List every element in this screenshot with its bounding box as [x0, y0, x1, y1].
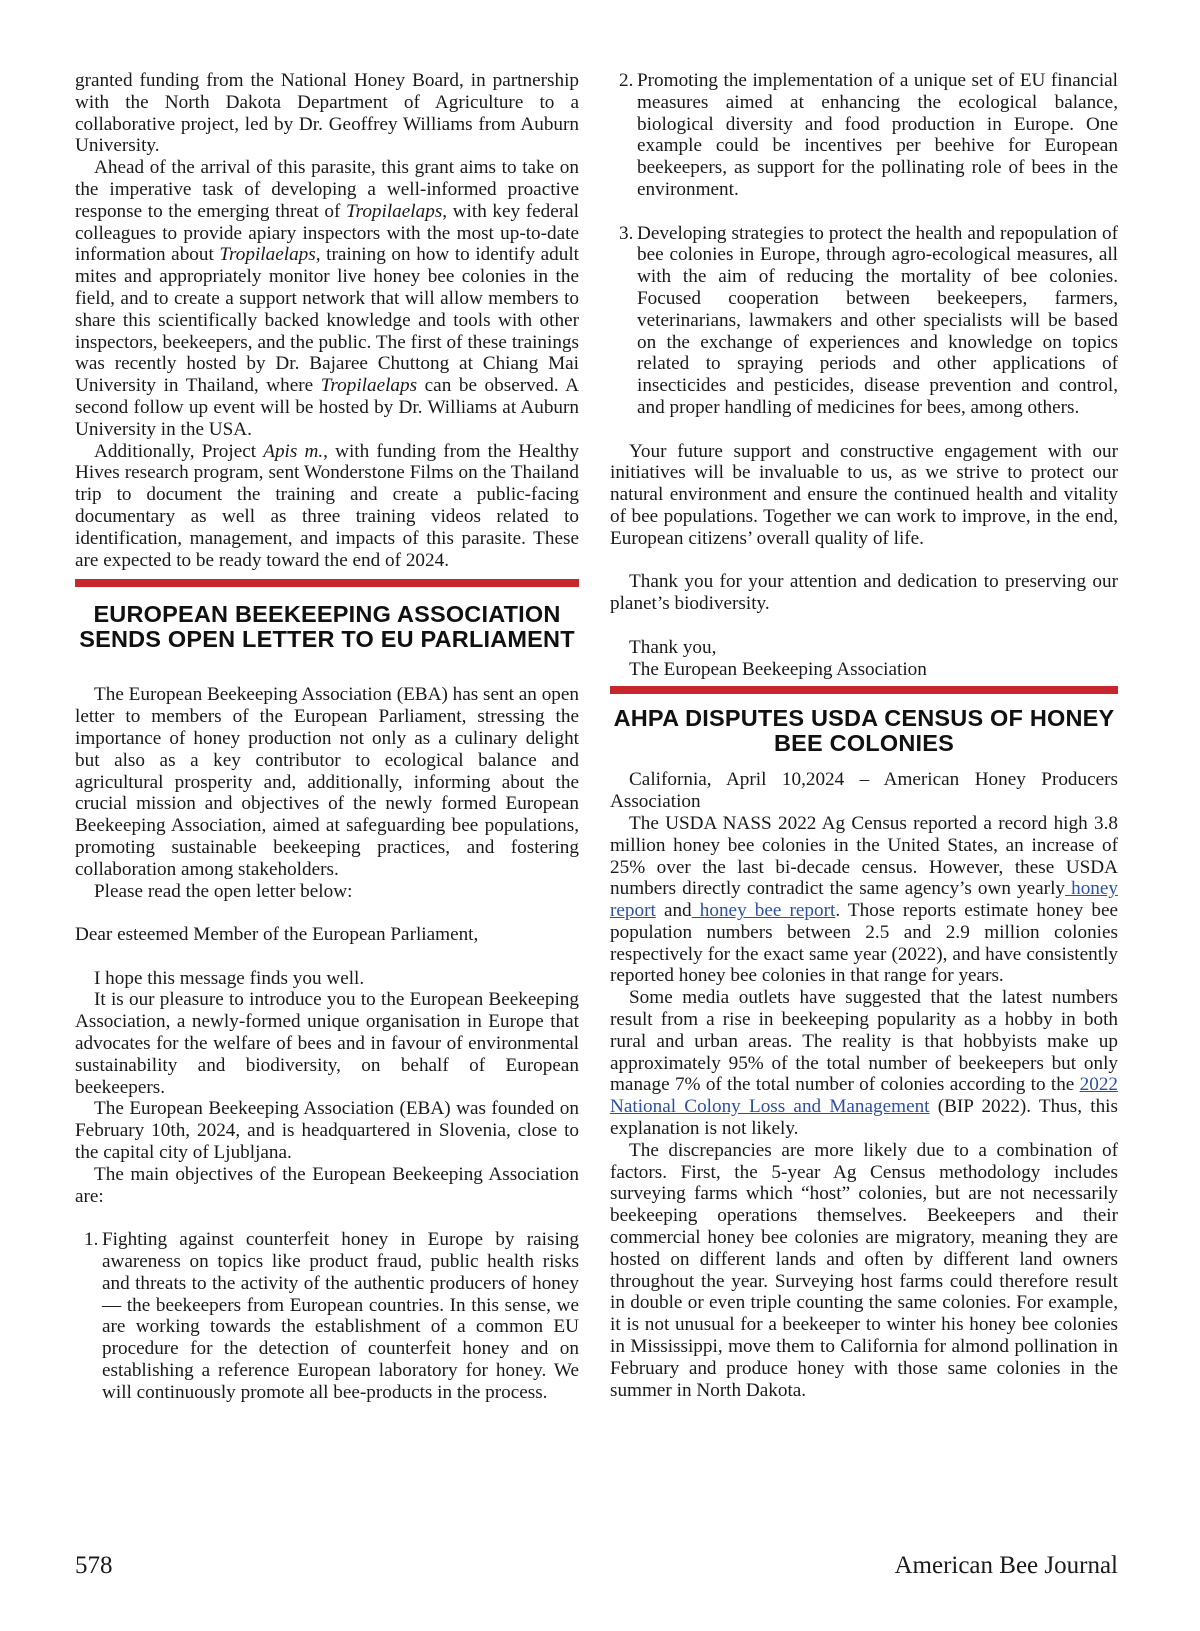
eba-headline: EUROPEAN BEEKEEPING ASSOCIATION SENDS OPEN LETTER TO EU PARLIAMENT — [79, 601, 575, 653]
list-item: 1. Fighting against counterfeit honey in Europe by raising awareness on topics like product fraud, public health risks and threats to the activity of the authentic producers of honey — the beekeepers from European countries. In this sense, we are working towards the establishment of a common EU procedure for the detection of counterfeit honey and on establishing a reference European laboratory for honey. We will continuously promote all bee-products in the process. — [84, 1229, 579, 1403]
journal-name: American Bee Journal — [894, 1552, 1118, 1579]
ahpa-paragraph: Some media outlets have suggested that the latest numbers result from a rise in beekeeping popularity as a hobby in both rural and urban areas. The reality is that hobbyists make up approximately 95% of the total number of beekeepers but only manage 7% of the total number of colonies according to the 2022 National Colony Loss and Management (BIP 2022). Thus, this explanation is not likely. — [610, 987, 1118, 1140]
colony-loss-report-link[interactable]: 2022 National Colony Loss and Management — [610, 1074, 1118, 1118]
honey-report-link[interactable]: honey report — [610, 878, 1118, 922]
letter-paragraph: The main objectives of the European Beekeeping Association are: — [75, 1163, 579, 1207]
objectives-list-continued — [610, 70, 1118, 419]
objectives-list — [75, 1229, 579, 1403]
section-divider — [610, 686, 1118, 694]
section-divider — [75, 579, 579, 587]
dateline: California, April 10,2024 – American Honey Producers Association — [610, 769, 1118, 813]
honey-bee-report-link[interactable]: honey bee report — [691, 900, 836, 922]
left-column — [75, 70, 579, 1404]
letter-paragraph: Your future support and constructive engagement with our initiatives will be invaluable to us, as we strive to protect our natural environment and ensure the continued health and vitality of bee populations. Together we can work to improve, in the end, European citizens’ overall quality of life. — [610, 440, 1118, 549]
letter-paragraph: I hope this message finds you well. — [94, 967, 365, 989]
eba-intro-paragraph: The European Beekeeping Association (EBA) has sent an open letter to members of the European Parliament, stressing the importance of honey production not only as a culinary delight but also as a key contributor to ecological balance and agricultural prosperity and, additionally, informing about the crucial mission and objectives of the newly formed European Beekeeping Association, aimed at safeguarding bee populations, promoting sustainable beekeeping practices, and fostering collaboration among stakeholders. — [75, 684, 579, 880]
page-number: 578 — [75, 1552, 113, 1579]
letter-signature: The European Beekeeping Association — [629, 658, 927, 680]
letter-paragraph: It is our pleasure to introduce you to the European Beekeeping Association, a newly-formed unique organisation in Europe that advocates for the welfare of bees and in favour of environmental sustainability and biodiversity, on behalf of European beekeepers. — [75, 989, 579, 1098]
ahpa-paragraph: The USDA NASS 2022 Ag Census reported a record high 3.8 million honey bee colonies in the United States, an increase of 25% over the last bi-decade census. However, these USDA numbers directly contradict the same agency’s own yearly honey report and honey bee report. Those reports estimate honey bee population numbers between 2.5 and 2.9 million colonies respectively for the exact same year (2022), and have consistently reported honey bee colonies in that range for years. — [610, 812, 1118, 987]
tropilaelaps-grant-paragraph: Ahead of the arrival of this parasite, this grant aims to take on the imperative task of developing a well-informed proactive response to the emerging threat of Tropilaelaps, with key federal colleagues to provide apiary inspectors with the most up-to-date information about Tropilaelaps, training on how to identify adult mites and appropriately monitor live honey bee colonies in the field, and to create a support network that will allow members to share this scientifically backed knowledge and tools with other inspectors, beekeepers, and the public. The first of these trainings was recently hosted by Dr. Bajaree Chuttong at Chiang Mai University in Thailand, where Tropilaelaps can be observed. A second follow up event will be hosted by Dr. Williams at Auburn University in the USA. — [75, 157, 579, 440]
continued-paragraph: granted funding from the National Honey Board, in partnership with the North Dakota Department of Agriculture to a collaborative project, led by Dr. Geoffrey Williams from Auburn University. — [75, 70, 579, 157]
project-apis-paragraph: Additionally, Project Apis m., with funding from the Healthy Hives research program, sent Wonderstone Films on the Thailand trip to document the training and create a public-facing documentary as well as three training videos related to identification, management, and impacts of this parasite. These are expected to be ready toward the end of 2024. — [75, 440, 579, 571]
letter-paragraph: The European Beekeeping Association (EBA) was founded on February 10th, 2024, and is headquartered in Slovenia, close to the capital city of Ljubljana. — [75, 1098, 579, 1164]
eba-read-letter: Please read the open letter below: — [94, 880, 353, 902]
right-column — [610, 70, 1118, 1401]
list-item: 3. Developing strategies to protect the health and repopulation of bee colonies in Europe, through agro-ecological measures, all with the aim of reducing the mortality of bee colonies. Focused cooperation between beekeepers, farmers, veterinarians, lawmakers and other specialists will be based on the exchange of experiences and knowledge on topics related to spraying periods and other applications of insecticides and pesticides, disease prevention and control, and proper handling of medicines for bees, among others. — [619, 222, 1118, 418]
list-item: 2. Promoting the implementation of a unique set of EU financial measures aimed at enhancing the ecological balance, biological diversity and food production in Europe. One example could be incentives per beehive for European beekeepers, as support for the pollinating role of bees in the environment. — [619, 70, 1118, 200]
ahpa-paragraph: The discrepancies are more likely due to a combination of factors. First, the 5-year Ag Census methodology includes surveying farms which “host” colonies, but are not necessarily beekeeping operations themselves. Beekeepers and their commercial honey bee colonies are migratory, meaning they are hosted on different lands and often by different land owners throughout the year. Surveying host farms could therefore result in double or even triple counting the same colonies. For example, it is not unusual for a beekeeper to winter his honey bee colonies in Mississippi, move them to California for almond pollination in February and produce honey with those same colonies in the summer in North Dakota. — [610, 1139, 1118, 1401]
ahpa-headline: AHPA DISPUTES USDA CENSUS OF HONEY BEE COLONIES — [613, 705, 1115, 757]
letter-paragraph: Thank you for your attention and dedication to preserving our planet’s biodiversity. — [610, 571, 1118, 615]
letter-signoff: Thank you, — [629, 636, 717, 658]
letter-salutation: Dear esteemed Member of the European Parliament, — [75, 924, 479, 946]
